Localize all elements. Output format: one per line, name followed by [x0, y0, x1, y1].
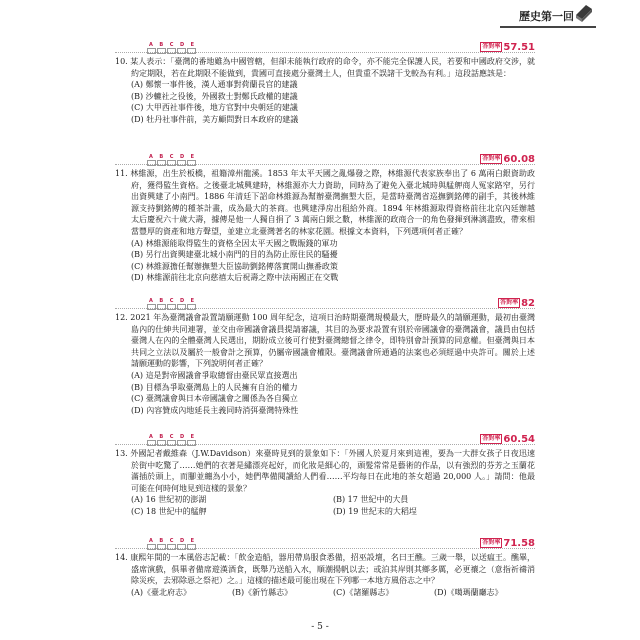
options-row — [115, 587, 535, 599]
option-a: (A) 鄭懷一事件後，漢人通事對荷蘭長官的建議 — [131, 80, 298, 90]
page-number: - 5 - — [311, 622, 329, 632]
header-rule — [500, 26, 596, 28]
option-c: (C) 臺灣議會與日本帝國議會之關係為各自獨立 — [131, 394, 298, 404]
book-icon — [574, 1, 594, 23]
option-d: (D) 19 世紀末的大稻埕 — [333, 506, 417, 516]
answer-bubbles — [115, 298, 535, 310]
correct-rate-label: 答對率 — [482, 155, 501, 162]
option-d: (D) 牡丹社事件前，美方顧問對日本政府的建議 — [131, 114, 299, 124]
correct-rate-badge — [480, 433, 535, 445]
correct-rate-label: 答對率 — [500, 299, 519, 306]
option-a: (A)《臺北府志》 — [131, 587, 192, 597]
option-c: (C) 林維源擔任幫辦撫墾大臣協助劉銘傳落實開山撫番政策 — [131, 261, 338, 271]
correct-rate-label: 答對率 — [482, 539, 501, 546]
option-d: (D) 內容贊成內地延長主義同時消弭臺灣特殊性 — [131, 405, 299, 415]
correct-rate-value: 60.08 — [503, 153, 535, 165]
question-14 — [115, 538, 535, 598]
option-b: (B) 17 世紀中的大員 — [333, 495, 409, 505]
question-stem: 10. 某人表示：「臺灣的番地雖為中國管轄，但卻未能執行政府的命令，亦不能完全保護人民，若要和中國政府交涉，就約定期限，若在此期限不能做到，貴國可直接處分臺灣土人，但貴重不誤諸干戈較為有利。」這段話應該是： — [115, 57, 535, 78]
answer-letters: A B C D E — [149, 434, 197, 440]
correct-rate-badge — [480, 153, 535, 165]
correct-rate-value: 60.54 — [503, 433, 535, 445]
question-11 — [115, 154, 535, 284]
answer-bubbles — [115, 434, 535, 446]
option-a: (A) 這是對帝國議會爭取總督由臺民眾直接選出 — [131, 370, 298, 380]
question-stem: 14. 康熙年間的一本風俗志記載：「飲金造船，器用帶鳥服食悉備，招巫設壇，名曰王醮。三歲一舉，以送瘟王。醮畢，盛席演戲，俱畢者備席遊漢酒食，既舉乃送船入水，順潮揚帆以去；或泊其岸則其鄉多厲，必更禳之（意指祈禱消除災疾，去邪除惡之祭祀）之。」這樣的描述最可能出現在下列哪一本地方風俗志之中？ — [115, 553, 535, 586]
correct-rate-label: 答對率 — [482, 43, 501, 50]
header-title: 歷史第一回 — [519, 10, 574, 23]
answer-bubbles — [115, 154, 535, 166]
answer-bubbles — [115, 538, 535, 550]
option-b: (B) 另行出資興建臺北城小南門的目的為防止原住民的騷擾 — [131, 250, 338, 260]
question-stem: 11. 林維源，出生於板橋，祖籍漳州龍溪。1853 年太平天國之亂爆發之際，林維源代表家族奉出了 6 萬兩白銀資助政府，獲得監生資格。之後臺北城興建時，林維源亦大力資助，同時為了避免入臺北城時與艋舺商人冤家路窄，另行出資興建了小南門。1886 年清廷下詔命林維源為幫辦臺灣撫墾大臣，是當時臺灣省巡撫劉銘傳的副手，其後林維源支持劉銘傳的種茶計畫，成為最大的茶商。也興建淨房出租給外商。1894 年林維源取得資格前往北京內廷辦越太后慶祝六十歲大壽，據傳是他一人獨自捐了 3 萬兩白銀之數，林維源的政商合一的角色發揮到淋漓盡致，帶來相當豐厚的資產和地方聲望，並建立北臺灣著名的林家花園。根據文本資料，下列選項何者正確？ — [115, 169, 535, 236]
option-c: (C) 18 世紀中的艋舺 — [131, 506, 207, 516]
options-grid — [115, 494, 535, 517]
option-c: (C)《諸羅縣志》 — [333, 587, 394, 597]
correct-rate-label: 答對率 — [482, 435, 501, 442]
question-12 — [115, 298, 535, 416]
answer-letters: A B C D E — [149, 154, 197, 160]
option-b: (B) 沙轆社之役後，外國救士對鄭氏政權的建議 — [131, 91, 298, 101]
correct-rate-badge — [480, 41, 535, 53]
question-stem: 12. 2021 年為臺灣議會設置請願運動 100 周年紀念，這項日治時期臺灣規模最大，歷時最久的請願運動，最初由臺灣島內的仕紳共同連署，並交由帝國議會議員提請審議，其目的為要求設置有別於帝國議會的臺灣議會，議員由包括臺灣人在內的全體臺灣人民選出，期盼成立後可行使對臺灣總督之律令，即特別會計預算的同意權。但臺灣與日本共同之立法以及屬於一般會計之預算，仍屬帝國議會權限。臺灣議會所通過的法案也必須經過中央許可。關於上述請願運動的影響，下列說明何者正確？ — [115, 313, 535, 369]
correct-rate-badge — [480, 537, 535, 549]
answer-letters: A B C D E — [149, 298, 197, 304]
correct-rate-badge — [498, 297, 535, 309]
answer-letters: A B C D E — [149, 42, 197, 48]
option-d: (D) 林維源前往北京向慈禧太后祝壽之際中法兩國正在交戰 — [131, 273, 339, 283]
correct-rate-value: 71.58 — [503, 537, 535, 549]
answer-letters: A B C D E — [149, 538, 197, 544]
answer-bubbles — [115, 42, 535, 54]
option-a: (A) 16 世紀初的澎湖 — [131, 495, 207, 505]
question-10 — [115, 42, 535, 126]
correct-rate-value: 57.51 — [503, 41, 535, 53]
option-b: (B)《新竹縣志》 — [232, 587, 293, 597]
option-c: (C) 大甲西社事件後，地方官對中央朝廷的建議 — [131, 103, 298, 113]
option-d: (D)《噶瑪蘭廳志》 — [434, 587, 503, 597]
question-stem: 13. 外國記者戴維森（J.W.Davidson）來臺時見到的景象如下：「外國人於夏月來到這裡，要為一大群女孩子日夜迅速於街中吃驚了……她們的衣著是繡漂亮起好，而化妝是細心的，頭髮常常是藝術的作品，以有強烈的芬芳之玉蘭花滿插於頭上，而腳並纏為小小，她們準備閱讀給人們看……平均每日在此地的茶女超過 20,000 人。」請問：他最可能在何時何地見到這樣的景象？ — [115, 449, 535, 493]
question-13 — [115, 434, 535, 518]
correct-rate-value: 82 — [521, 297, 535, 309]
option-b: (B) 目標為爭取臺灣島上的人民擁有自治的權力 — [131, 382, 298, 392]
option-a: (A) 林維源能取得監生的資格全因太平天國之戰賑錢的軍功 — [131, 238, 338, 248]
